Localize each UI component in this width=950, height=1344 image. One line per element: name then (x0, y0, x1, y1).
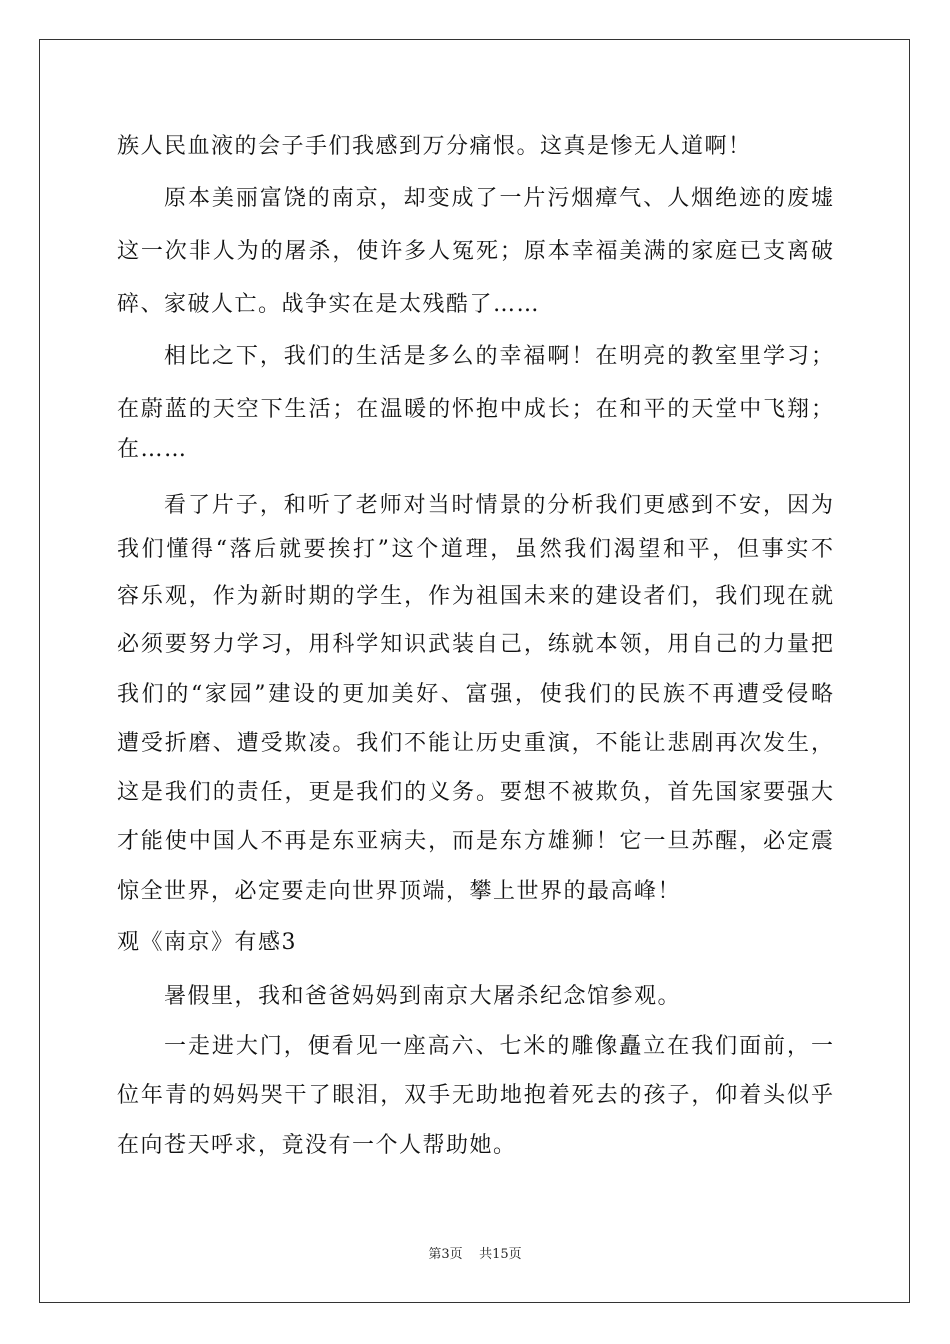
paragraph-line: 遭受折磨、遭受欺凌。我们不能让历史重演，不能让悲剧再次发生， (117, 731, 833, 756)
paragraph-line: 一走进大门，便看见一座高六、七米的雕像矗立在我们面前，一 (164, 1034, 833, 1059)
paragraph-line: 原本美丽富饶的南京，却变成了一片污烟瘴气、人烟绝迹的废墟 (164, 186, 833, 211)
page-border (39, 39, 910, 1303)
page-number: 第3页 (428, 1247, 463, 1262)
paragraph-line: 惊全世界，必定要走向世界顶端，攀上世界的最高峰！ (117, 879, 682, 904)
page-total: 共15页 (479, 1247, 522, 1262)
paragraph-line: 在…… (117, 437, 188, 462)
paragraph-line: 在向苍天呼求，竟没有一个人帮助她。 (117, 1133, 517, 1158)
paragraph-line: 相比之下，我们的生活是多么的幸福啊！在明亮的教室里学习； (164, 344, 833, 369)
paragraph-line: 才能使中国人不再是东亚病夫，而是东方雄狮！它一旦苏醒，必定震 (117, 829, 833, 854)
paragraph-line: 我们懂得“落后就要挨打”这个道理，虽然我们渴望和平，但事实不 (117, 537, 833, 562)
section-heading: 观《南京》有感3 (117, 930, 297, 955)
paragraph-line: 在蔚蓝的天空下生活；在温暖的怀抱中成长；在和平的天堂中飞翔； (117, 397, 833, 422)
paragraph-line: 这是我们的责任，更是我们的义务。要想不被欺负，首先国家要强大 (117, 780, 833, 805)
paragraph-line: 这一次非人为的屠杀，使许多人冤死；原本幸福美满的家庭已支离破 (117, 239, 833, 264)
paragraph-line: 容乐观，作为新时期的学生，作为祖国未来的建设者们，我们现在就 (117, 584, 833, 609)
page-footer (0, 1246, 950, 1264)
paragraph-line: 我们的“家园”建设的更加美好、富强，使我们的民族不再遭受侵略 (117, 682, 833, 707)
paragraph-line: 族人民血液的会子手们我感到万分痛恨。这真是惨无人道啊！ (117, 134, 752, 159)
paragraph-line: 必须要努力学习，用科学知识武装自己，练就本领，用自己的力量把 (117, 632, 833, 657)
paragraph-line: 碎、家破人亡。战争实在是太残酷了…… (117, 292, 541, 317)
paragraph-line: 看了片子，和听了老师对当时情景的分析我们更感到不安，因为 (164, 493, 833, 518)
paragraph-line: 位年青的妈妈哭干了眼泪，双手无助地抱着死去的孩子，仰着头似乎 (117, 1083, 833, 1108)
paragraph-line: 暑假里，我和爸爸妈妈到南京大屠杀纪念馆参观。 (164, 984, 682, 1009)
